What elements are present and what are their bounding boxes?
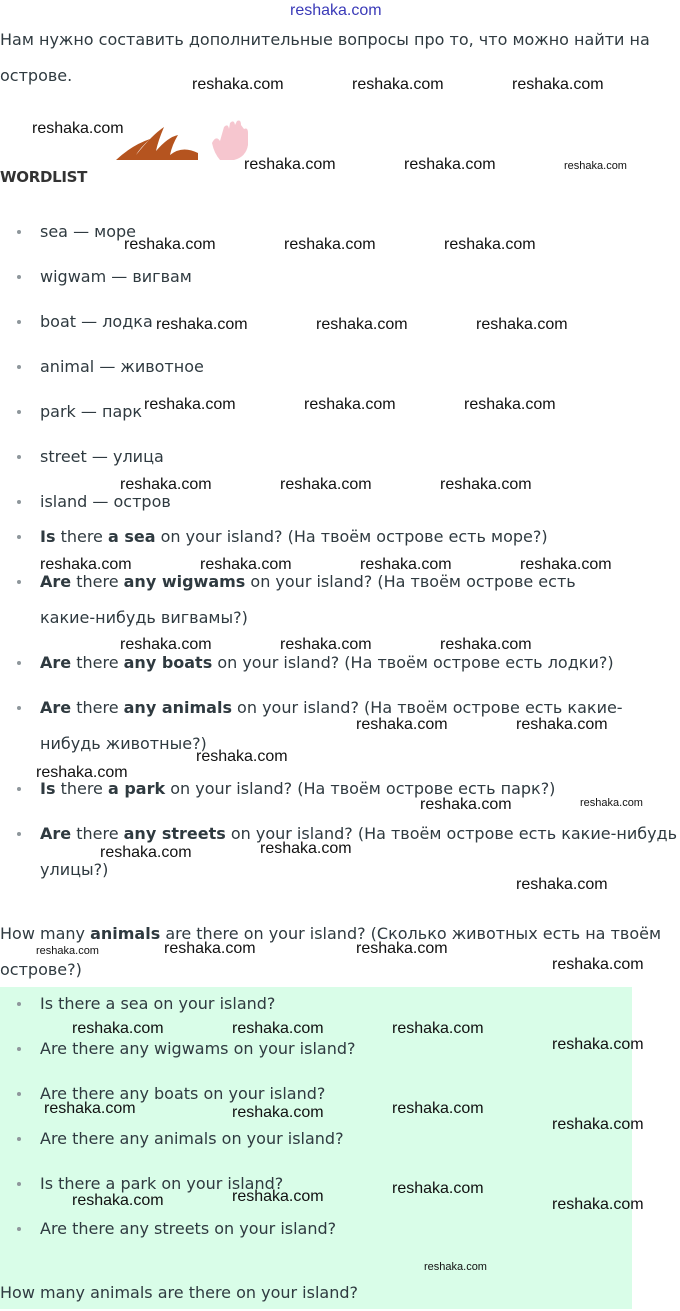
q-there: there xyxy=(71,572,124,591)
word-item: island — остров xyxy=(40,492,171,511)
watermark: reshaka.com xyxy=(32,120,124,137)
watermark: reshaka.com xyxy=(44,1100,136,1117)
hand-icon xyxy=(212,121,248,161)
bullet xyxy=(17,661,21,665)
watermark: reshaka.com xyxy=(280,476,372,493)
bullet xyxy=(17,1047,21,1051)
watermark: reshaka.com xyxy=(40,556,132,573)
q-verb: Are xyxy=(40,824,72,843)
bullet xyxy=(17,706,21,710)
q-verb: Are xyxy=(40,698,72,717)
watermark: reshaka.com xyxy=(520,556,612,573)
word-item: sea — море xyxy=(40,222,137,241)
bullet xyxy=(17,365,21,369)
watermark: reshaka.com xyxy=(280,636,372,653)
word-item: street — улица xyxy=(40,447,164,466)
bullet xyxy=(17,1137,21,1141)
how-many-p1: How many xyxy=(0,924,91,943)
watermark: reshaka.com xyxy=(360,556,452,573)
watermark: reshaka.com xyxy=(156,316,248,333)
q-object: a sea xyxy=(107,527,156,546)
watermark: reshaka.com xyxy=(316,316,408,333)
watermark: reshaka.com xyxy=(244,156,336,173)
watermark: reshaka.com xyxy=(284,236,376,253)
watermark: reshaka.com xyxy=(120,636,212,653)
watermark: reshaka.com xyxy=(424,1261,487,1273)
watermark: reshaka.com xyxy=(552,1116,644,1133)
bullet xyxy=(17,500,21,504)
watermark: reshaka.com xyxy=(232,1020,324,1037)
watermark: reshaka.com xyxy=(232,1188,324,1205)
q-verb: Are xyxy=(40,653,72,672)
bullet xyxy=(17,1002,21,1006)
q-verb: Is xyxy=(40,779,56,798)
watermark: reshaka.com xyxy=(512,76,604,93)
q-rest: on your island? (На твоём острове есть парк?) xyxy=(165,779,556,798)
watermark: reshaka.com xyxy=(36,945,99,957)
watermark: reshaka.com xyxy=(192,76,284,93)
bullet xyxy=(17,320,21,324)
watermark: reshaka.com xyxy=(564,160,627,172)
watermark: reshaka.com xyxy=(580,797,643,809)
watermark: reshaka.com xyxy=(516,876,608,893)
intro-text: Нам нужно составить дополнительные вопросы про то, что можно найти на острове. xyxy=(0,30,650,85)
watermark: reshaka.com xyxy=(356,940,448,957)
q-rest: on your island? (На твоём острове есть какие-нибудь вигвамы?) xyxy=(40,572,576,627)
how-many-p2: animals xyxy=(90,924,161,943)
q-there: there xyxy=(55,779,108,798)
bullet xyxy=(17,787,21,791)
word-item: wigwam — вигвам xyxy=(40,267,192,286)
bullet xyxy=(17,535,21,539)
bullet xyxy=(17,230,21,234)
watermark: reshaka.com xyxy=(420,796,512,813)
answer-text: Are there any wigwams on your island? xyxy=(40,1039,356,1058)
word-item: boat — лодка xyxy=(40,312,153,331)
watermark: reshaka.com xyxy=(232,1104,324,1121)
q-there: there xyxy=(71,653,124,672)
q-rest: on your island? (На твоём острове есть лодки?) xyxy=(212,653,614,672)
watermark: reshaka.com xyxy=(260,840,352,857)
q-verb: Are xyxy=(40,572,72,591)
watermark: reshaka.com xyxy=(552,956,644,973)
q-verb: Is xyxy=(40,527,56,546)
watermark: reshaka.com xyxy=(164,940,256,957)
how-many-p3: are there on your island? (Сколько животных есть на твоём острове?) xyxy=(0,924,662,979)
q-object: any animals xyxy=(123,698,232,717)
answer-text: Are there any boats on your island? xyxy=(40,1084,326,1103)
watermark: reshaka.com xyxy=(352,76,444,93)
bullet xyxy=(17,275,21,279)
watermark: reshaka.com xyxy=(404,156,496,173)
q-rest: on your island? (На твоём острове есть какие-нибудь улицы?) xyxy=(40,824,678,879)
wordlist-title: WORDLIST xyxy=(0,168,88,186)
q-there: there xyxy=(55,527,108,546)
how-many-question xyxy=(0,916,670,988)
watermark: reshaka.com xyxy=(440,476,532,493)
word-item: park — парк xyxy=(40,402,143,421)
watermark: reshaka.com xyxy=(200,556,292,573)
watermark: reshaka.com xyxy=(464,396,556,413)
watermark: reshaka.com xyxy=(392,1180,484,1197)
bullet xyxy=(17,1227,21,1231)
answer-text: Are there any animals on your island? xyxy=(40,1129,344,1148)
answer-how-many: How many animals are there on your island? xyxy=(0,1283,358,1302)
answer-text: Is there a park on your island? xyxy=(40,1174,284,1193)
bullet xyxy=(17,1092,21,1096)
grass-icon xyxy=(116,127,198,160)
bullet xyxy=(17,455,21,459)
watermark: reshaka.com xyxy=(392,1100,484,1117)
watermark: reshaka.com xyxy=(72,1020,164,1037)
watermark: reshaka.com xyxy=(516,716,608,733)
bullet xyxy=(17,410,21,414)
watermark: reshaka.com xyxy=(304,396,396,413)
q-rest: on your island? (На твоём острове есть какие-нибудь животные?) xyxy=(40,698,623,753)
bullet xyxy=(17,832,21,836)
watermark: reshaka.com xyxy=(552,1196,644,1213)
q-there: there xyxy=(71,824,124,843)
q-object: any streets xyxy=(123,824,226,843)
bullet xyxy=(17,580,21,584)
q-rest: on your island? (На твоём острове есть море?) xyxy=(155,527,548,546)
watermark: reshaka.com xyxy=(124,236,216,253)
answer-text: Is there a sea on your island? xyxy=(40,994,276,1013)
watermark: reshaka.com xyxy=(476,316,568,333)
q-there: there xyxy=(71,698,124,717)
watermark: reshaka.com xyxy=(444,236,536,253)
q-object: a park xyxy=(107,779,166,798)
word-item: animal — животное xyxy=(40,357,204,376)
watermark: reshaka.com xyxy=(120,476,212,493)
watermark: reshaka.com xyxy=(392,1020,484,1037)
watermark: reshaka.com xyxy=(72,1192,164,1209)
watermark: reshaka.com xyxy=(356,716,448,733)
site-logo[interactable]: reshaka.com xyxy=(290,2,382,19)
watermark: reshaka.com xyxy=(552,1036,644,1053)
watermark: reshaka.com xyxy=(100,844,192,861)
q-object: any wigwams xyxy=(123,572,246,591)
watermark: reshaka.com xyxy=(144,396,236,413)
watermark: reshaka.com xyxy=(36,764,128,781)
bullet xyxy=(17,1182,21,1186)
watermark: reshaka.com xyxy=(440,636,532,653)
q-object: any boats xyxy=(123,653,213,672)
grass-hand-illustration xyxy=(112,115,262,165)
watermark: reshaka.com xyxy=(196,748,288,765)
answer-text: Are there any streets on your island? xyxy=(40,1219,337,1238)
